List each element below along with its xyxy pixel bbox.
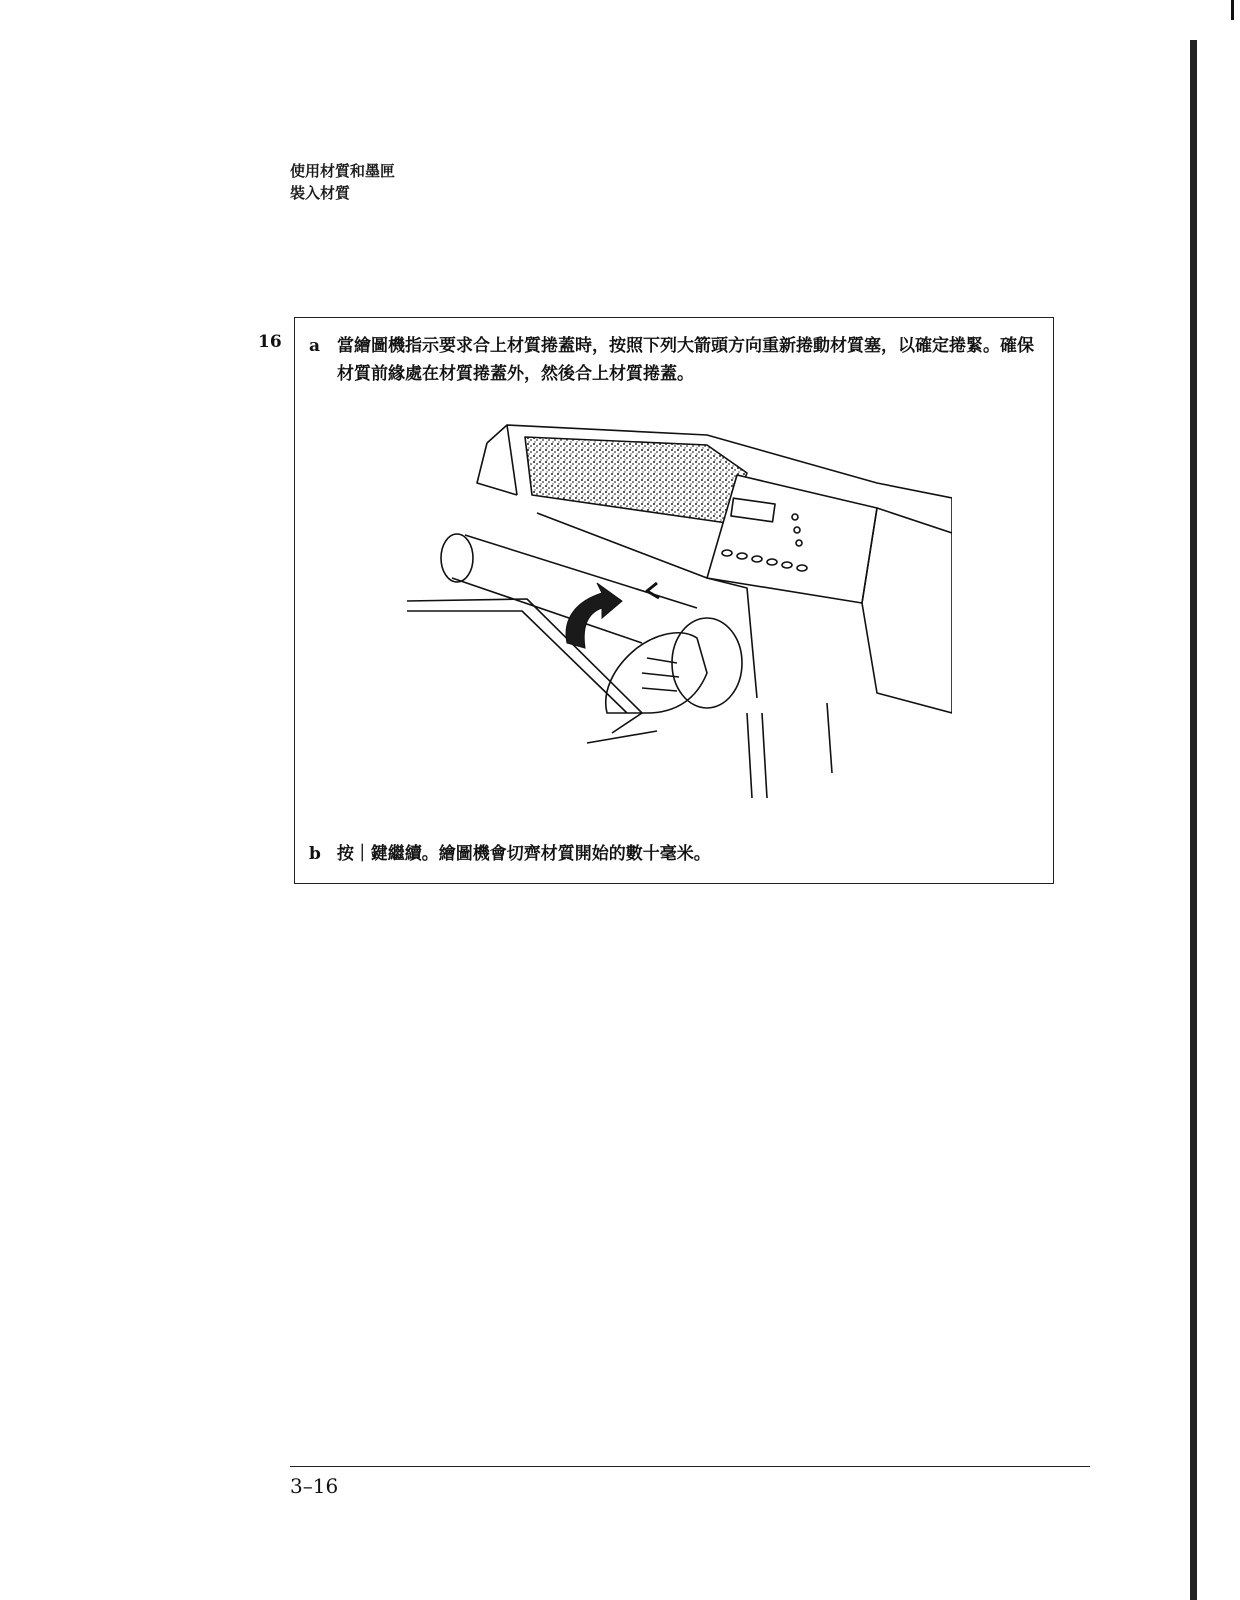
footer-rule: [290, 1466, 1090, 1467]
step-b-letter: b: [309, 844, 321, 864]
scan-corner-mark: [1231, 0, 1234, 20]
step-b: [309, 842, 711, 866]
step-a-text: 當繪圖機指示要求合上材質捲蓋時，按照下列大箭頭方向重新捲動材質塞，以確定捲緊。確保材質前緣處在材質捲蓋外，然後合上材質捲蓋。: [337, 336, 1034, 384]
step-b-text: 按｜鍵繼續。繪圖機會切齊材質開始的數十毫米。: [336, 844, 711, 864]
step-panel: [294, 317, 1054, 884]
step-a-letter: a: [309, 336, 321, 356]
step-a: [309, 332, 1044, 388]
scan-binding-edge: [1190, 40, 1197, 1600]
running-header: [290, 160, 395, 204]
step-number: 16: [258, 332, 282, 352]
subsection-title: 裝入材質: [290, 184, 351, 202]
plotter-illustration: [407, 413, 952, 803]
section-title: 使用材質和墨匣: [290, 162, 396, 180]
page-number: 3–16: [290, 1474, 339, 1498]
